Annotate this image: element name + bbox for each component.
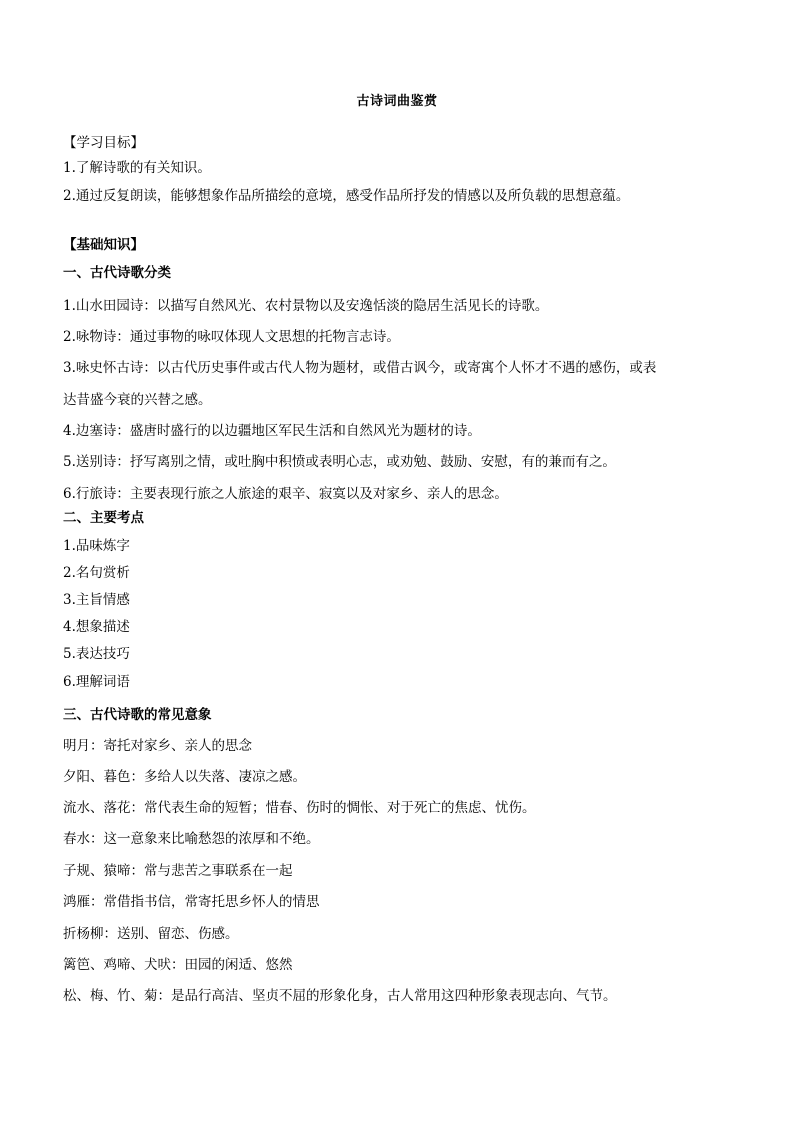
classification-item-3: 3.咏史怀古诗：以古代历史事件或古代人物为题材，或借古讽今，或寄寓个人怀才不遇的感伤，或表 (63, 360, 657, 376)
classification-item-5: 5.送别诗：抒写离别之情，或吐胸中积愤或表明心志，或劝勉、鼓励、安慰，有的兼而有之。 (63, 454, 616, 470)
basics-heading: 【基础知识】 (63, 237, 144, 253)
classification-item-1: 1.山水田园诗：以描写自然风光、农村景物以及安逸恬淡的隐居生活见长的诗歌。 (63, 298, 549, 314)
exam-point-2: 2.名句赏析 (63, 565, 130, 581)
imagery-item-6: 鸿雁：常借指书信，常寄托思乡怀人的情思 (63, 894, 320, 910)
imagery-item-5: 子规、猿啼：常与悲苦之事联系在一起 (63, 863, 293, 879)
exam-point-5: 5.表达技巧 (63, 646, 130, 662)
imagery-item-2: 夕阳、暮色：多给人以失落、凄凉之感。 (63, 769, 306, 785)
goal-item-1: 1.了解诗歌的有关知识。 (63, 160, 211, 176)
section-3-heading: 三、古代诗歌的常见意象 (63, 707, 212, 723)
learning-goals-heading: 【学习目标】 (63, 135, 144, 151)
page-title: 古诗词曲鉴赏 (356, 94, 438, 109)
exam-point-3: 3.主旨情感 (63, 592, 130, 608)
classification-item-3-cont: 达昔盛今衰的兴替之感。 (63, 392, 212, 408)
classification-item-4: 4.边塞诗：盛唐时盛行的以边疆地区军民生活和自然风光为题材的诗。 (63, 423, 481, 439)
imagery-item-8: 篱笆、鸡啼、犬吠：田园的闲适、悠然 (63, 957, 293, 973)
section-1-heading: 一、古代诗歌分类 (63, 265, 171, 281)
exam-point-4: 4.想象描述 (63, 619, 130, 635)
imagery-item-3: 流水、落花：常代表生命的短暂；惜春、伤时的惆怅、对于死亡的焦虑、忧伤。 (63, 800, 536, 816)
section-2-heading: 二、主要考点 (63, 510, 144, 526)
classification-item-2: 2.咏物诗：通过事物的咏叹体现人文思想的托物言志诗。 (63, 329, 400, 345)
imagery-item-1: 明月：寄托对家乡、亲人的思念 (63, 738, 252, 754)
exam-point-6: 6.理解词语 (63, 674, 130, 690)
classification-item-6: 6.行旅诗：主要表现行旅之人旅途的艰辛、寂寞以及对家乡、亲人的思念。 (63, 486, 508, 502)
imagery-item-7: 折杨柳：送别、留恋、伤感。 (63, 926, 239, 942)
imagery-item-4: 春水：这一意象来比喻愁怨的浓厚和不绝。 (63, 831, 320, 847)
goal-item-2: 2.通过反复朗读，能够想象作品所描绘的意境，感受作品所抒发的情感以及所负载的思想意蕴。 (63, 188, 630, 204)
imagery-item-9: 松、梅、竹、菊：是品行高洁、坚贞不屈的形象化身，古人常用这四种形象表现志向、气节。 (63, 988, 617, 1004)
exam-point-1: 1.品味炼字 (63, 538, 130, 554)
